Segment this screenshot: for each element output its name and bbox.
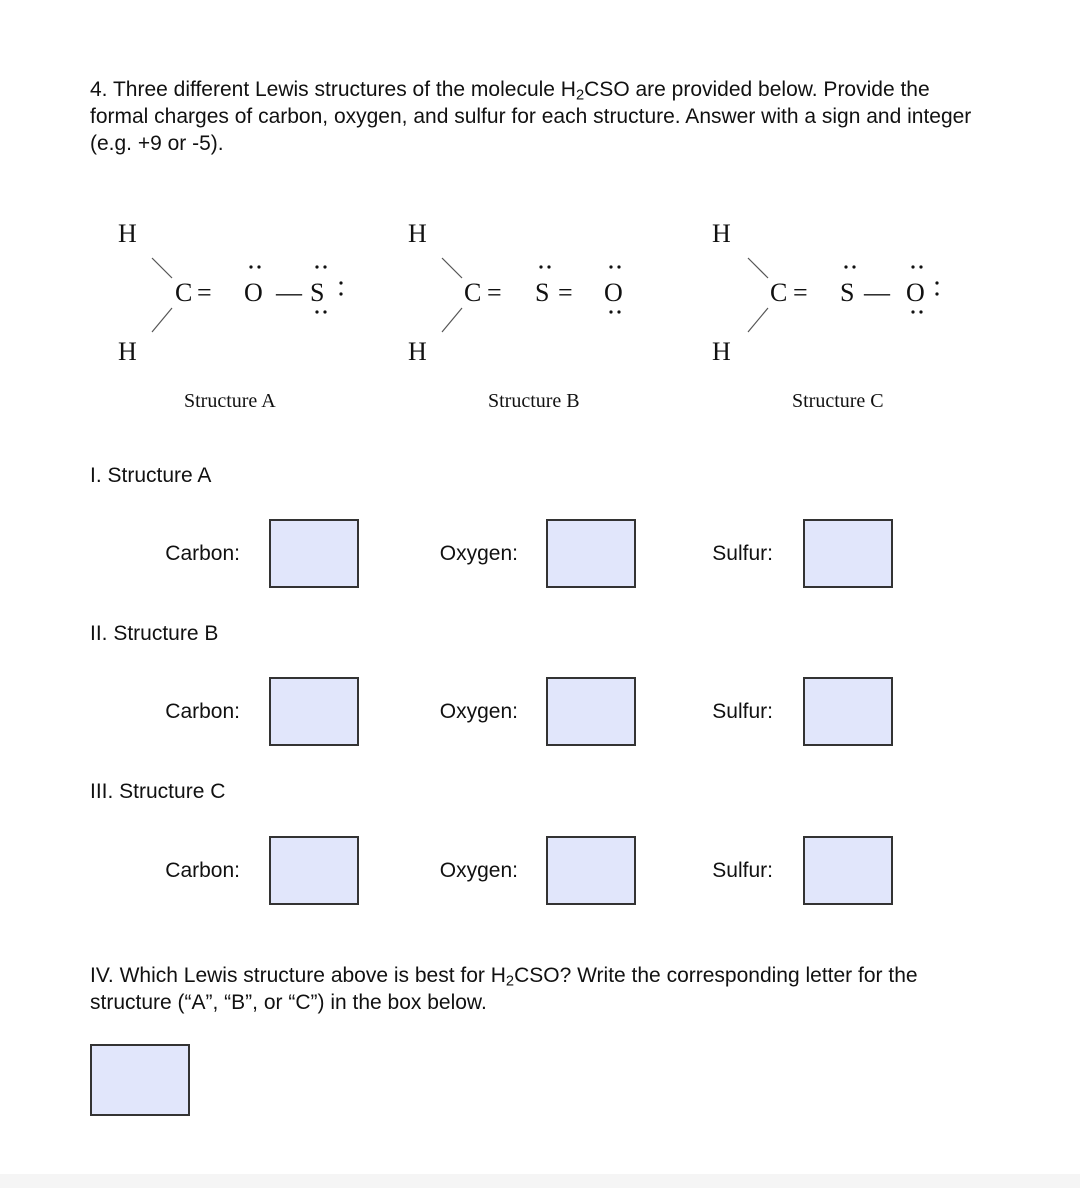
structure-b-oxygen: O — [604, 278, 623, 307]
structure-b — [408, 219, 623, 412]
carbon-answer-b[interactable] — [269, 677, 359, 746]
sulfur-answer-a[interactable] — [803, 519, 893, 588]
structure-c-sulfur: S — [840, 278, 855, 307]
structure-c-bond-1: = — [793, 278, 808, 307]
carbon-answer-a[interactable] — [269, 519, 359, 588]
structure-c-caption: Structure C — [792, 390, 884, 412]
structure-b-caption: Structure B — [488, 390, 580, 412]
oxygen-label-b: Oxygen: — [439, 700, 518, 723]
structure-a-h-top: H — [118, 219, 137, 248]
question-iv-text: IV. Which Lewis structure above is best for $H_2CSO$? Write the corresponding letter for the structure (“A”, “B”, or “C”) in the box below. — [90, 964, 918, 1014]
sulfur-label-c: Sulfur: — [712, 859, 773, 882]
structure-a-caption: Structure A — [184, 390, 276, 412]
structure-c-carbon: C — [770, 278, 788, 307]
page-bottom-edge — [0, 1174, 1080, 1188]
structure-b-h-bottom: H — [408, 337, 427, 366]
oxygen-label-c: Oxygen: — [439, 859, 518, 882]
structure-b-h-top: H — [408, 219, 427, 248]
carbon-label-c: Carbon: — [165, 859, 240, 882]
structure-a-carbon: C — [175, 278, 193, 307]
best-structure-answer[interactable] — [90, 1044, 190, 1116]
sulfur-answer-b[interactable] — [803, 677, 893, 746]
question-text: 4. Three different Lewis structures of the molecule $H_2CSO$ are provided below. Provide the formal charges of carbon, oxygen, and sulfur for each structure. Answer with a sign and integer (e.g. +9 or -5). — [90, 78, 972, 155]
structure-b-carbon: C — [464, 278, 482, 307]
structure-c-oxygen: O — [906, 278, 925, 307]
carbon-answer-c[interactable] — [269, 836, 359, 905]
structure-b-bond-1: = — [487, 278, 502, 307]
sulfur-label-b: Sulfur: — [712, 700, 773, 723]
structure-a-oxygen: O — [244, 278, 263, 307]
structure-b-bond-2: = — [558, 278, 573, 307]
structure-c-h-top: H — [712, 219, 731, 248]
structure-a — [118, 219, 343, 412]
structure-c-h-bottom: H — [712, 337, 731, 366]
section-title-b: II. Structure B — [90, 622, 219, 645]
lewis-structures — [0, 200, 1080, 425]
structure-a-bond-2: — — [276, 278, 302, 307]
carbon-label-a: Carbon: — [165, 542, 240, 565]
structure-c-bond-2: — — [864, 278, 890, 307]
structure-a-sulfur: S — [310, 278, 325, 307]
structure-b-sulfur: S — [535, 278, 550, 307]
sulfur-label-a: Sulfur: — [712, 542, 773, 565]
section-title-a: I. Structure A — [90, 464, 212, 487]
structure-a-bond-1: = — [197, 278, 212, 307]
structure-a-h-bottom: H — [118, 337, 137, 366]
carbon-label-b: Carbon: — [165, 700, 240, 723]
oxygen-label-a: Oxygen: — [439, 542, 518, 565]
section-title-c: III. Structure C — [90, 780, 226, 803]
sulfur-answer-c[interactable] — [803, 836, 893, 905]
structure-c — [712, 219, 939, 412]
